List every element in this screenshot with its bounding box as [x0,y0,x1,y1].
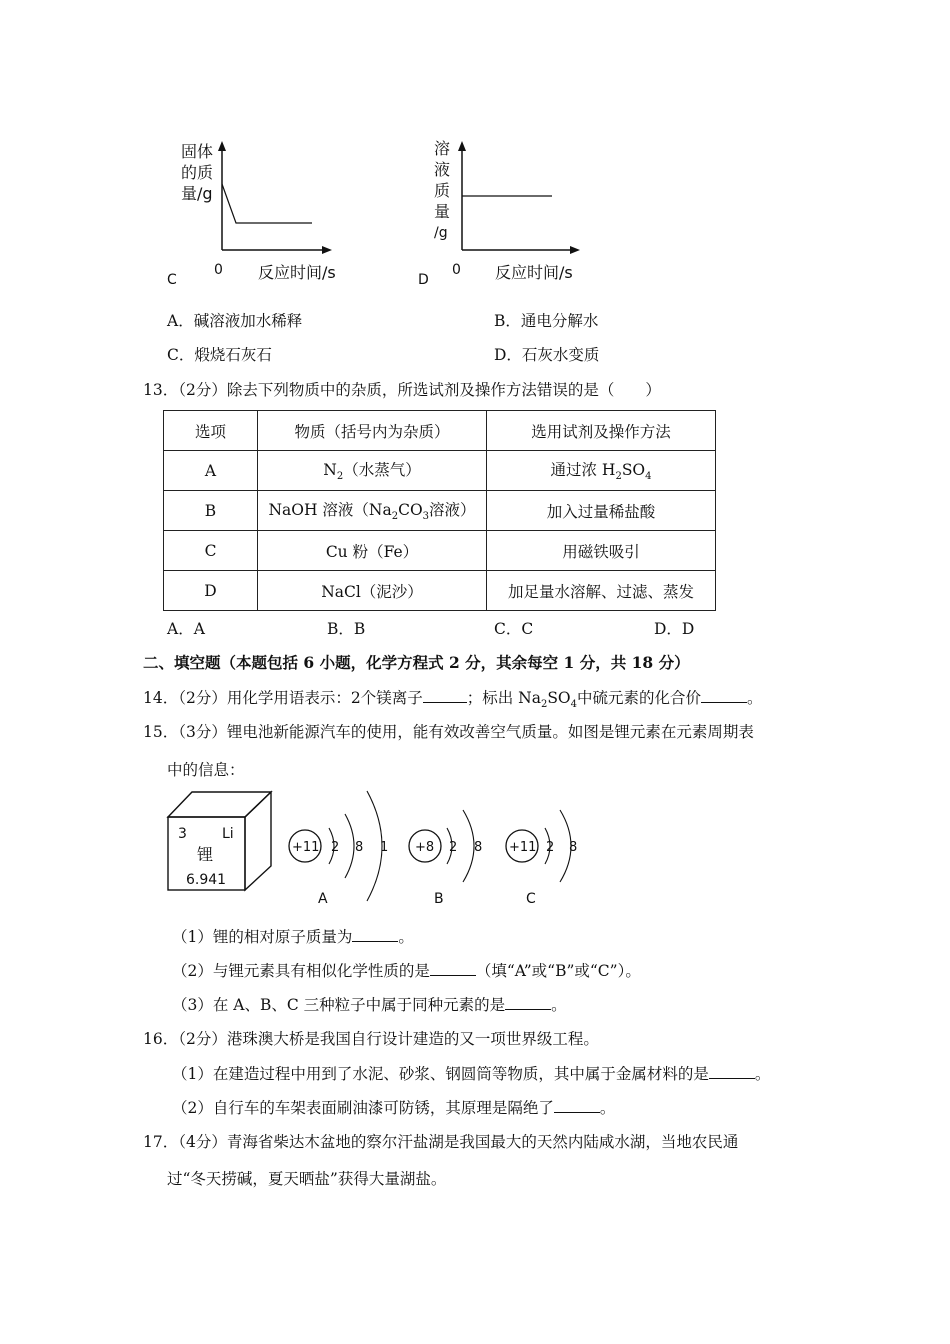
atom-a-shell-1: 2 [331,840,340,855]
q13-table [163,410,716,611]
graph-d-x-arrow [570,246,580,254]
atom-b [405,800,500,910]
atom-c-svg [500,800,595,910]
atom-c-shell-1: 2 [546,840,555,855]
table-cell-substance: NaOH 溶液（$Na_2CO_3$溶液） [258,491,487,531]
q15-line1: 15．（3分）锂电池新能源汽车的使用，能有效改善空气质量。如图是锂元素在元素周期表 [143,723,754,741]
atom-a-svg [285,786,400,911]
graph-d-y-arrow [458,141,466,151]
answer-blank[interactable] [430,975,476,976]
q17-line2: 过“冬天捞碱，夏天晒盐”获得大量湖盐。 [167,1170,447,1188]
element-cell-figure [165,790,277,894]
table-cell-method: 通过浓 $H_2SO_4$ [487,451,716,491]
table-row [164,491,716,531]
atom-c-shell-2: 8 [569,840,578,855]
q16-sub2: （2）自行车的车架表面刷油漆可防锈，其原理是隔绝了 。 [172,1099,616,1117]
table-cell-option: C [164,531,258,571]
table-cell-method: 用磁铁吸引 [487,531,716,571]
table-cell-substance: $N_2$（水蒸气） [258,451,487,491]
answer-blank[interactable] [423,702,467,703]
atom-b-shell-2: 8 [474,840,483,855]
graph-d-ylabel-2: 液 [434,160,451,179]
graph-d-letter: D [418,272,429,288]
atom-c-label: C [526,891,536,907]
q14-text: 14．（2分）用化学用语表示：2个镁离子 ；标出 $Na_2SO_4$中硫元素的化合价 。 [143,689,763,711]
table-cell-method: 加入过量稀盐酸 [487,491,716,531]
atom-c-nucleus: +11 [509,840,537,855]
atom-a-shell-3: 1 [380,840,389,855]
table-cell-method: 加足量水溶解、过滤、蒸发 [487,571,716,611]
table-header-row [164,411,716,451]
table-header-method: 选用试剂及操作方法 [487,411,716,451]
graph-c-xlabel: 反应时间/s [258,263,336,282]
table-header-substance: 物质（括号内为杂质） [258,411,487,451]
q13-stem: 13．（2分）除去下列物质中的杂质，所选试剂及操作方法错误的是（ ） [143,381,661,399]
q12-option-a: A．碱溶液加水稀释 [167,312,303,330]
table-cell-option: D [164,571,258,611]
q16-stem: 16．（2分）港珠澳大桥是我国自行设计建造的又一项世界级工程。 [143,1030,599,1048]
graph-d-xlabel: 反应时间/s [495,263,573,282]
element-number: 3 [178,826,187,842]
table-cell-option: B [164,491,258,531]
graph-c [165,138,365,288]
atom-a-nucleus: +11 [292,840,320,855]
graph-d-ylabel-5: /g [434,225,448,241]
graph-c-ylabel-3: 量/g [181,184,213,203]
q13-answer-d: D．D [654,620,695,638]
q12-option-b: B．通电分解水 [494,312,599,330]
atom-b-shell-1: 2 [449,840,458,855]
q17-line1: 17．（4分）青海省柴达木盆地的察尔汗盐湖是我国最大的天然内陆咸水湖，当地农民通 [143,1133,739,1151]
answer-blank[interactable] [709,1078,755,1079]
q13-answer-a: A．A [167,620,205,638]
q12-option-c: C．煅烧石灰石 [167,346,272,364]
table-cell-substance: NaCl（泥沙） [258,571,487,611]
answer-blank[interactable] [701,702,747,703]
graph-c-origin: 0 [214,262,223,278]
q15-sub3: （3）在 A、B、C 三种粒子中属于同种元素的是 。 [172,996,567,1014]
q13-answer-c: C．C [494,620,534,638]
atom-a-label: A [318,891,328,907]
graph-d-ylabel-4: 量 [434,202,451,221]
q15-sub2: （2）与锂元素具有相似化学性质的是 （填“A”或“B”或“C”）。 [172,962,641,980]
atom-a-shell-2: 8 [355,840,364,855]
graph-d [415,138,615,288]
table-row [164,451,716,491]
element-cell-svg [165,790,277,894]
table-row [164,531,716,571]
answer-blank[interactable] [505,1009,551,1010]
atom-c [500,800,595,910]
element-mass: 6.941 [186,872,227,888]
graph-d-ylabel-3: 质 [434,181,451,200]
graph-d-svg [415,138,615,288]
graph-c-ylabel-1: 固体 [181,142,214,161]
atom-a [285,786,400,911]
graph-d-origin: 0 [452,262,461,278]
graph-c-svg [165,138,365,288]
q13-answer-b: B．B [327,620,366,638]
answer-blank[interactable] [352,941,398,942]
table-cell-option: A [164,451,258,491]
table-cell-substance: Cu 粉（Fe） [258,531,487,571]
q15-sub1: （1）锂的相对原子质量为 。 [172,928,414,946]
table-row [164,571,716,611]
graph-c-letter: C [167,272,177,288]
graph-c-ylabel-2: 的质 [181,163,214,182]
graph-d-ylabel-1: 溶 [434,139,451,158]
q16-sub1: （1）在建造过程中用到了水泥、砂浆、钢圆筒等物质，其中属于金属材料的是 。 [172,1065,771,1083]
element-name: 锂 [197,845,214,864]
element-symbol: Li [222,826,234,842]
graph-c-data-line [222,184,312,223]
atom-b-svg [405,800,500,910]
atom-b-label: B [434,891,444,907]
q15-line2: 中的信息： [167,761,245,779]
section-heading: 二、填空题（本题包括 6 小题，化学方程式 2 分，其余每空 1 分，共 18 分） [143,653,690,672]
graph-c-x-arrow [322,246,332,254]
graph-c-y-arrow [218,141,226,151]
table-header-option: 选项 [164,411,258,451]
q12-option-d: D．石灰水变质 [494,346,600,364]
answer-blank[interactable] [554,1112,600,1113]
atom-b-nucleus: +8 [415,840,435,855]
